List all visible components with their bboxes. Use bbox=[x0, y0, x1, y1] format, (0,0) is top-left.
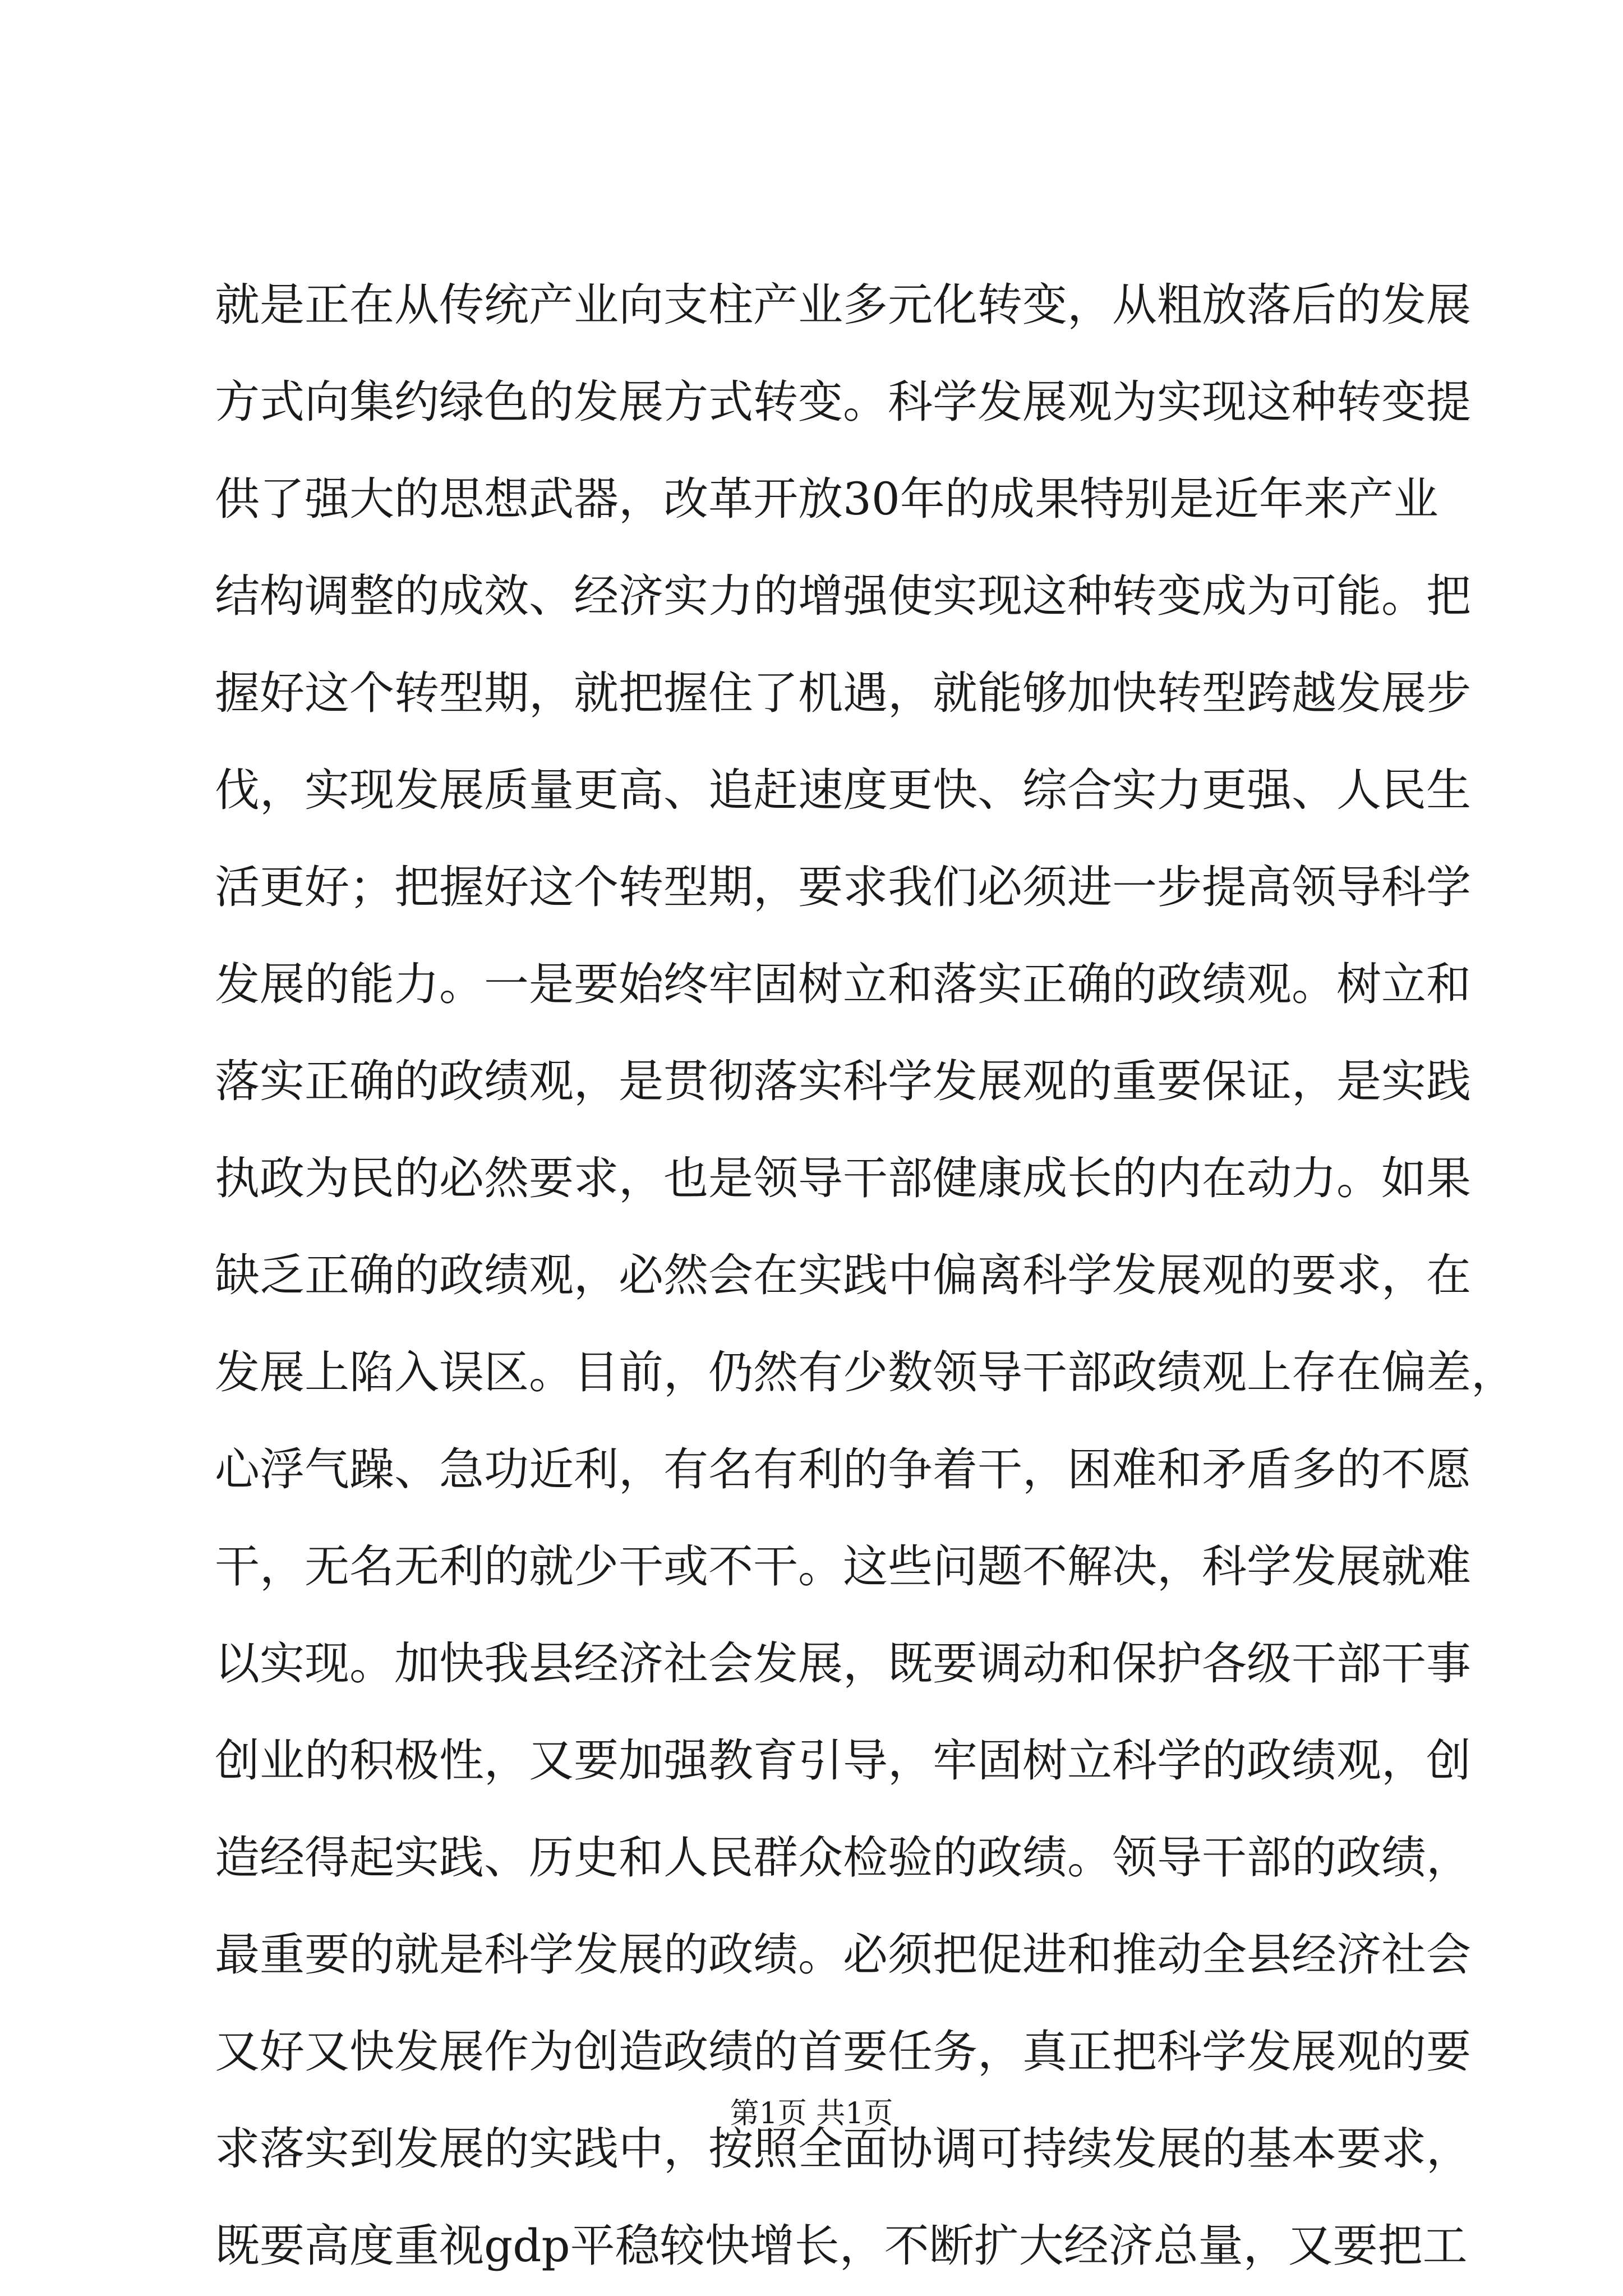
text-line: 心浮气躁、急功近利，有名有利的争着干，困难和矛盾多的不愿 bbox=[215, 1443, 1471, 1496]
body-text bbox=[215, 256, 1516, 2294]
text-line: 创业的积极性，又要加强教育引导，牢固树立科学的政绩观，创 bbox=[215, 1734, 1471, 1787]
text-line: 就是正在从传统产业向支柱产业多元化转变，从粗放落后的发展 bbox=[215, 279, 1471, 331]
text-line: 伐，实现发展质量更高、追赶速度更快、综合实力更强、人民生 bbox=[215, 764, 1471, 816]
text-line: 干，无名无利的就少干或不干。这些问题不解决，科学发展就难 bbox=[215, 1540, 1471, 1593]
text-line: 握好这个转型期，就把握住了机遇，就能够加快转型跨越发展步 bbox=[215, 667, 1471, 719]
page-footer: 第1页 共1页 bbox=[730, 2097, 893, 2131]
text-line: 发展的能力。一是要始终牢固树立和落实正确的政绩观。树立和 bbox=[215, 958, 1471, 1010]
text-line: 以实现。加快我县经济社会发展，既要调动和保护各级干部干事 bbox=[215, 1637, 1471, 1690]
text-line: 缺乏正确的政绩观，必然会在实践中偏离科学发展观的要求，在 bbox=[215, 1249, 1471, 1301]
text-line: 方式向集约绿色的发展方式转变。科学发展观为实现这种转变提 bbox=[215, 376, 1471, 428]
text-line: 执政为民的必然要求，也是领导干部健康成长的内在动力。如果 bbox=[215, 1152, 1471, 1204]
text-line: 结构调整的成效、经济实力的增强使实现这种转变成为可能。把 bbox=[215, 570, 1471, 622]
text-line: 发展上陷入误区。目前，仍然有少数领导干部政绩观上存在偏差， bbox=[215, 1346, 1516, 1398]
text-line: 供了强大的思想武器，改革开放30年的成果特别是近年来产业 bbox=[215, 473, 1438, 525]
text-line: 活更好；把握好这个转型期，要求我们必须进一步提高领导科学 bbox=[215, 861, 1471, 913]
text-line: 造经得起实践、历史和人民群众检验的政绩。领导干部的政绩， bbox=[215, 1832, 1471, 1884]
text-line: 既要高度重视gdp平稳较快增长，不断扩大经济总量，又要把工 bbox=[215, 2220, 1468, 2272]
text-line: 又好又快发展作为创造政绩的首要任务，真正把科学发展观的要 bbox=[215, 2026, 1471, 2078]
text-line: 落实正确的政绩观，是贯彻落实科学发展观的重要保证，是实践 bbox=[215, 1055, 1471, 1107]
text-line: 求落实到发展的实践中，按照全面协调可持续发展的基本要求， bbox=[215, 2123, 1471, 2175]
text-line: 最重要的就是科学发展的政绩。必须把促进和推动全县经济社会 bbox=[215, 1929, 1471, 1981]
